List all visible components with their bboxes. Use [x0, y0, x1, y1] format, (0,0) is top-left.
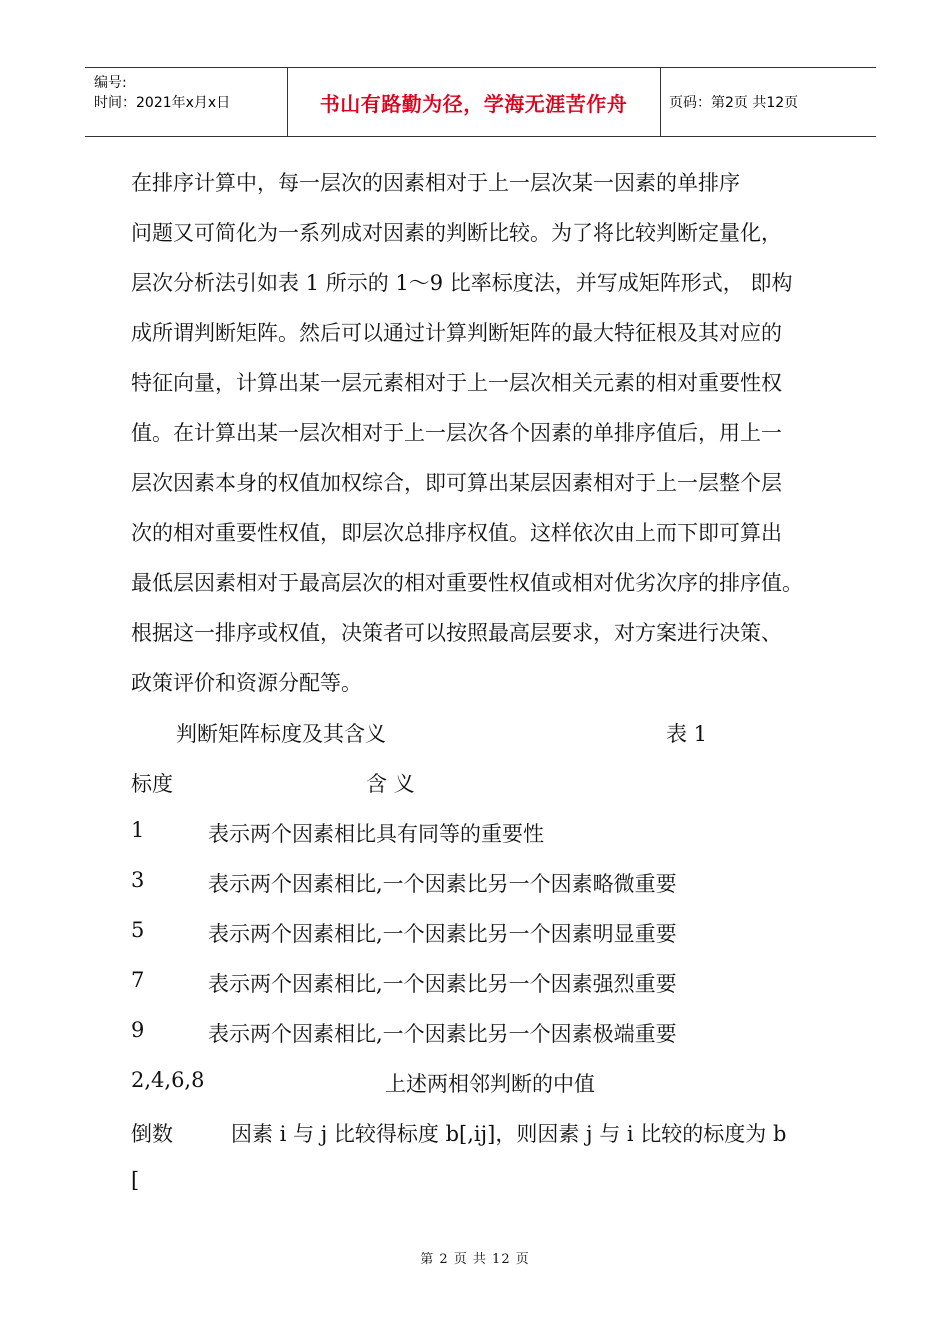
table-cell-meaning: 上述两相邻判断的中值 — [385, 1072, 595, 1096]
table-row — [131, 918, 831, 968]
paragraph-line: 次的相对重要性权值，即层次总排序权值。这样依次由上而下即可算出 — [131, 521, 782, 545]
paragraph-line: 在排序计算中，每一层次的因素相对于上一层次某一因素的单排序 — [131, 171, 740, 195]
header-motto: 书山有路勤为径，学海无涯苦作舟 — [319, 91, 628, 116]
paragraph-line: 成所谓判断矩阵。然后可以通过计算判断矩阵的最大特征根及其对应的 — [131, 321, 782, 345]
table-header-scale: 标度 — [131, 772, 173, 796]
page-footer: 第 2 页 共 12 页 — [420, 1252, 530, 1267]
table-header-meaning: 含 义 — [366, 772, 415, 796]
paragraph-line: 根据这一排序或权值，决策者可以按照最高层要求，对方案进行决策、 — [131, 621, 782, 645]
body-paragraph — [131, 158, 831, 708]
table-cell-scale: 5 — [131, 918, 145, 942]
table-cell-scale: 7 — [131, 968, 145, 992]
table-cell-meaning: 表示两个因素相比,一个因素比另一个因素明显重要 — [208, 922, 677, 946]
table-header-row — [131, 768, 831, 818]
paragraph-line: 最低层因素相对于最高层次的相对重要性权值或相对优劣次序的排序值。 — [131, 571, 803, 595]
table-row — [131, 968, 831, 1018]
table-row — [131, 818, 831, 868]
table-row — [131, 1068, 831, 1118]
table-cell-meaning: 表示两个因素相比,一个因素比另一个因素略微重要 — [208, 872, 677, 896]
header-info-cell — [85, 68, 288, 136]
table-cell-scale: 倒数 — [131, 1122, 173, 1146]
header-page-number: 页码：第2页 共12页 — [669, 95, 799, 111]
paragraph-line: 特征向量，计算出某一层元素相对于上一层次相关元素的相对重要性权 — [131, 371, 782, 395]
paragraph-line: 层次因素本身的权值加权综合，即可算出某层因素相对于上一层整个层 — [131, 471, 782, 495]
table-cell-meaning: 表示两个因素相比,一个因素比另一个因素极端重要 — [208, 1022, 677, 1046]
table-caption: 判断矩阵标度及其含义 — [176, 722, 386, 746]
table-row — [131, 1018, 831, 1068]
paragraph-line: 层次分析法引如表 1 所示的 1～9 比率标度法，并写成矩阵形式， 即构 — [131, 271, 793, 295]
table-row — [131, 868, 831, 918]
table-cell-meaning: 表示两个因素相比具有同等的重要性 — [208, 822, 544, 846]
table-cell-meaning: 表示两个因素相比,一个因素比另一个因素强烈重要 — [208, 972, 677, 996]
table-number: 表 1 — [666, 722, 708, 746]
table-cell-scale: 3 — [131, 868, 145, 892]
table-row — [131, 1118, 831, 1168]
document-time-label: 时间：2021年x月x日 — [94, 95, 231, 111]
header-page-cell — [660, 68, 876, 136]
paragraph-line: 问题又可简化为一系列成对因素的判断比较。为了将比较判断定量化， — [131, 221, 782, 245]
trailing-bracket: [ — [131, 1168, 140, 1192]
document-number-label: 编号: — [94, 75, 127, 91]
table-cell-scale: 9 — [131, 1018, 145, 1042]
table-cell-scale: 1 — [131, 818, 145, 842]
header-motto-cell — [287, 68, 661, 136]
table-cell-scale: 2,4,6,8 — [131, 1068, 205, 1092]
paragraph-line: 政策评价和资源分配等。 — [131, 671, 362, 695]
table-cell-meaning: 因素 i 与 j 比较得标度 b[,ij]，则因素 j 与 i 比较的标度为 b — [231, 1122, 787, 1146]
paragraph-line: 值。在计算出某一层次相对于上一层次各个因素的单排序值后，用上一 — [131, 421, 782, 445]
page-header — [85, 67, 876, 137]
